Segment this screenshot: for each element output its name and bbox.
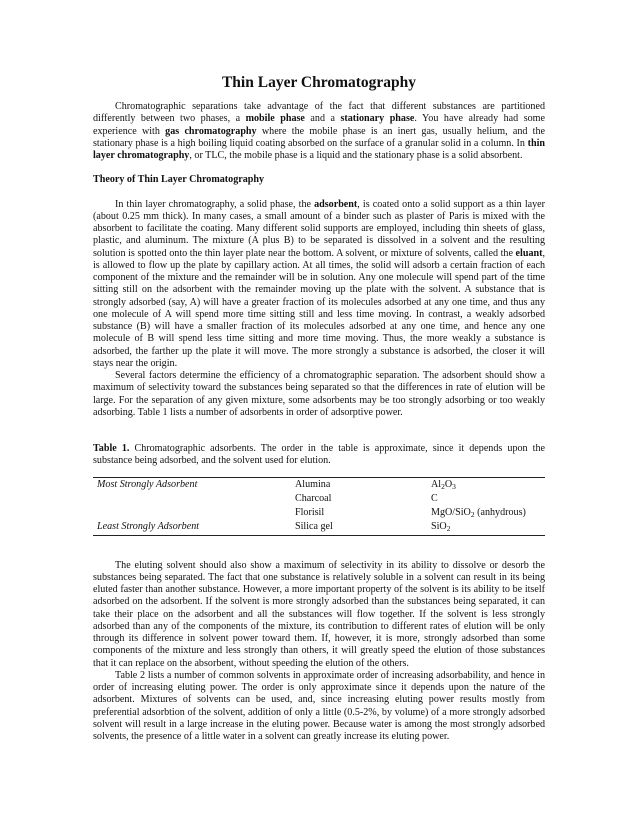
table-cell-rank: Most Strongly Adsorbent — [97, 478, 198, 490]
eluting-paragraph-2: Table 2 lists a number of common solvents in approximate order of increasing adsorbability, and hence in order of increasing eluting power. The order is only approximate since it depends upon the nature of the adsorbent. Mixtures of solvents can be used, and, since increasing eluting power results mostly from preferential adsorbtion of the solvent, addition of only a little (0.5-2%, by volume) of a more strongly adsorbed solvent will result in a large increase in the eluting power. Because water is among the most strongly adsorbed solvents, the presence of a little water in a solvent can greatly increase its eluting power. — [93, 669, 545, 742]
document-page — [93, 74, 545, 743]
table-cell-name: Alumina — [295, 478, 331, 490]
formula-subscript: 2 — [446, 524, 451, 534]
intro-text: Chromatographic separations take advantage of the fact that different substances are partitioned differently between two phases, a — [93, 101, 545, 125]
theory-text: , is allowed to flow up the plate by capillary action. At all times, the solid will adsorb a certain fraction of each component of the mixture and the remainder will be in solution. Any one molecule will spend part of the time sitting still on the adsorbent with the remainder moving up the plate with the solvent. A substance that is strongly adsorbed (say, A) will have a greater fraction of its molecules adsorbed at any one time, and thus any one molecule of A will spend more time sitting still and less time moving. In contrast, a weakly adsorbed substance (B) will have a smaller fraction of its molecules adsorbed at any one time, and hence any one molecule of B will spend less time sitting and more time moving. Thus, the more weakly a substance is adsorbed, the farther up the plate it will move. The more strongly a substance is adsorbed, the closer it will stays near the origin. — [93, 247, 545, 369]
theory-paragraph-1 — [93, 199, 545, 371]
formula-part: SiO — [431, 521, 447, 533]
term-eluant: eluant — [515, 247, 543, 259]
theory-text: In thin layer chromatography, a solid phase, the — [115, 198, 315, 210]
formula-part: (anhydrous) — [474, 507, 526, 518]
intro-text: , or TLC, the mobile phase is a liquid and the stationary phase is a solid absorbent. — [189, 150, 523, 161]
intro-text: and a — [304, 113, 341, 125]
term-mobile-phase: mobile phase — [245, 113, 305, 125]
table-cell-rank: Least Strongly Adsorbent — [97, 521, 200, 533]
formula-subscript: 2 — [441, 481, 445, 491]
table-cell-formula — [427, 477, 545, 492]
table-row — [93, 492, 545, 506]
theory-text: , is coated onto a solid support as a thin layer (about 0.25 mm thick). In many cases, a small amount of a binder such as plaster of Paris is mixed with the absorbent to facilitate the coating. Many different solid supports are employed, including thin sheets of glass, plastic, and aluminum. The mixture (A plus B) to be separated is dissolved in a solvent and the resulting solution is spotted onto the thin layer plate near the bottom. A solvent, or mixture of solvents, called the — [93, 198, 545, 259]
table-cell-name: Florisil — [295, 507, 325, 518]
table-cell-formula — [427, 506, 545, 520]
table1-caption — [93, 443, 545, 468]
formula-part: MgO/SiO — [431, 507, 471, 518]
table-cell-name: Charcoal — [295, 492, 332, 504]
spacer — [93, 419, 545, 443]
formula-part: O — [444, 478, 453, 490]
formula-subscript: 2 — [470, 510, 475, 519]
adsorbent-table — [93, 477, 545, 536]
table-cell-rank — [93, 492, 291, 506]
spacer — [93, 162, 545, 174]
table1-label: Table 1. — [93, 443, 130, 454]
page-title: Thin Layer Chromatography — [221, 74, 417, 91]
table-cell-formula — [427, 492, 545, 506]
term-thin-layer-chromatography: thin layer chromatography — [93, 137, 545, 161]
term-adsorbent: adsorbent — [314, 198, 358, 210]
formula-part: C — [431, 492, 438, 504]
intro-text: where the mobile phase is an inert gas, usually helium, and the stationary phase is a high boiling liquid coating absorbed on the surface of a granular solid in a column. In — [93, 125, 546, 149]
formula-part: Al — [431, 478, 442, 490]
spacer — [93, 536, 545, 560]
section-heading: Theory of Thin Layer Chromatography — [93, 174, 265, 186]
table-row — [93, 477, 545, 492]
formula-subscript: 3 — [452, 481, 456, 491]
table-cell-formula — [427, 520, 545, 535]
table-cell-rank — [93, 506, 291, 520]
intro-paragraph — [93, 101, 545, 162]
eluting-paragraph-1: The eluting solvent should also show a maximum of selectivity in its ability to dissolve or desorb the substances being separated. The fact that one substance is relatively soluble in a solvent can result in its being eluted faster than another substance. However, a more important property of the solvent is its ability to be itself adsorbed on the adsorbent. If the solvent is more strongly adsorbed than the substances being separated, it can take their place on the adsorbent and all the substances will flow together. If the solvent is less strongly adsorbed than any of the components of the mixture, its contribution to different rates of elution will be only through its difference in solvent power toward them. If, however, it is more, strongly adsorbed than some components of the mixture and less strongly than others, it will greatly speed the elution of those substances that it can replace on the absorbent, without speeding the elution of the others. — [93, 559, 545, 669]
term-gas-chromatography: gas chromatography — [165, 125, 257, 137]
table-row — [93, 506, 545, 520]
table-row — [93, 520, 545, 535]
intro-text: . You have already had some experience with — [93, 113, 546, 137]
theory-paragraph-2: Several factors determine the efficiency of a chromatographic separation. The adsorbent should show a maximum of selectivity toward the substances being separated so that the differences in rate of elution will be large. For the separation of any given mixture, some adsorbents may be too strongly adsorbing or too weakly adsorbing. Table 1 lists a number of adsorbents in order of adsorptive power. — [93, 370, 545, 418]
table1-caption-text: Chromatographic adsorbents. The order in the table is approximate, since it depends upon the substance being adsorbed, and the solvent used for elution. — [93, 443, 545, 467]
table-cell-name: Silica gel — [295, 521, 333, 533]
term-stationary-phase: stationary phase — [340, 113, 415, 125]
